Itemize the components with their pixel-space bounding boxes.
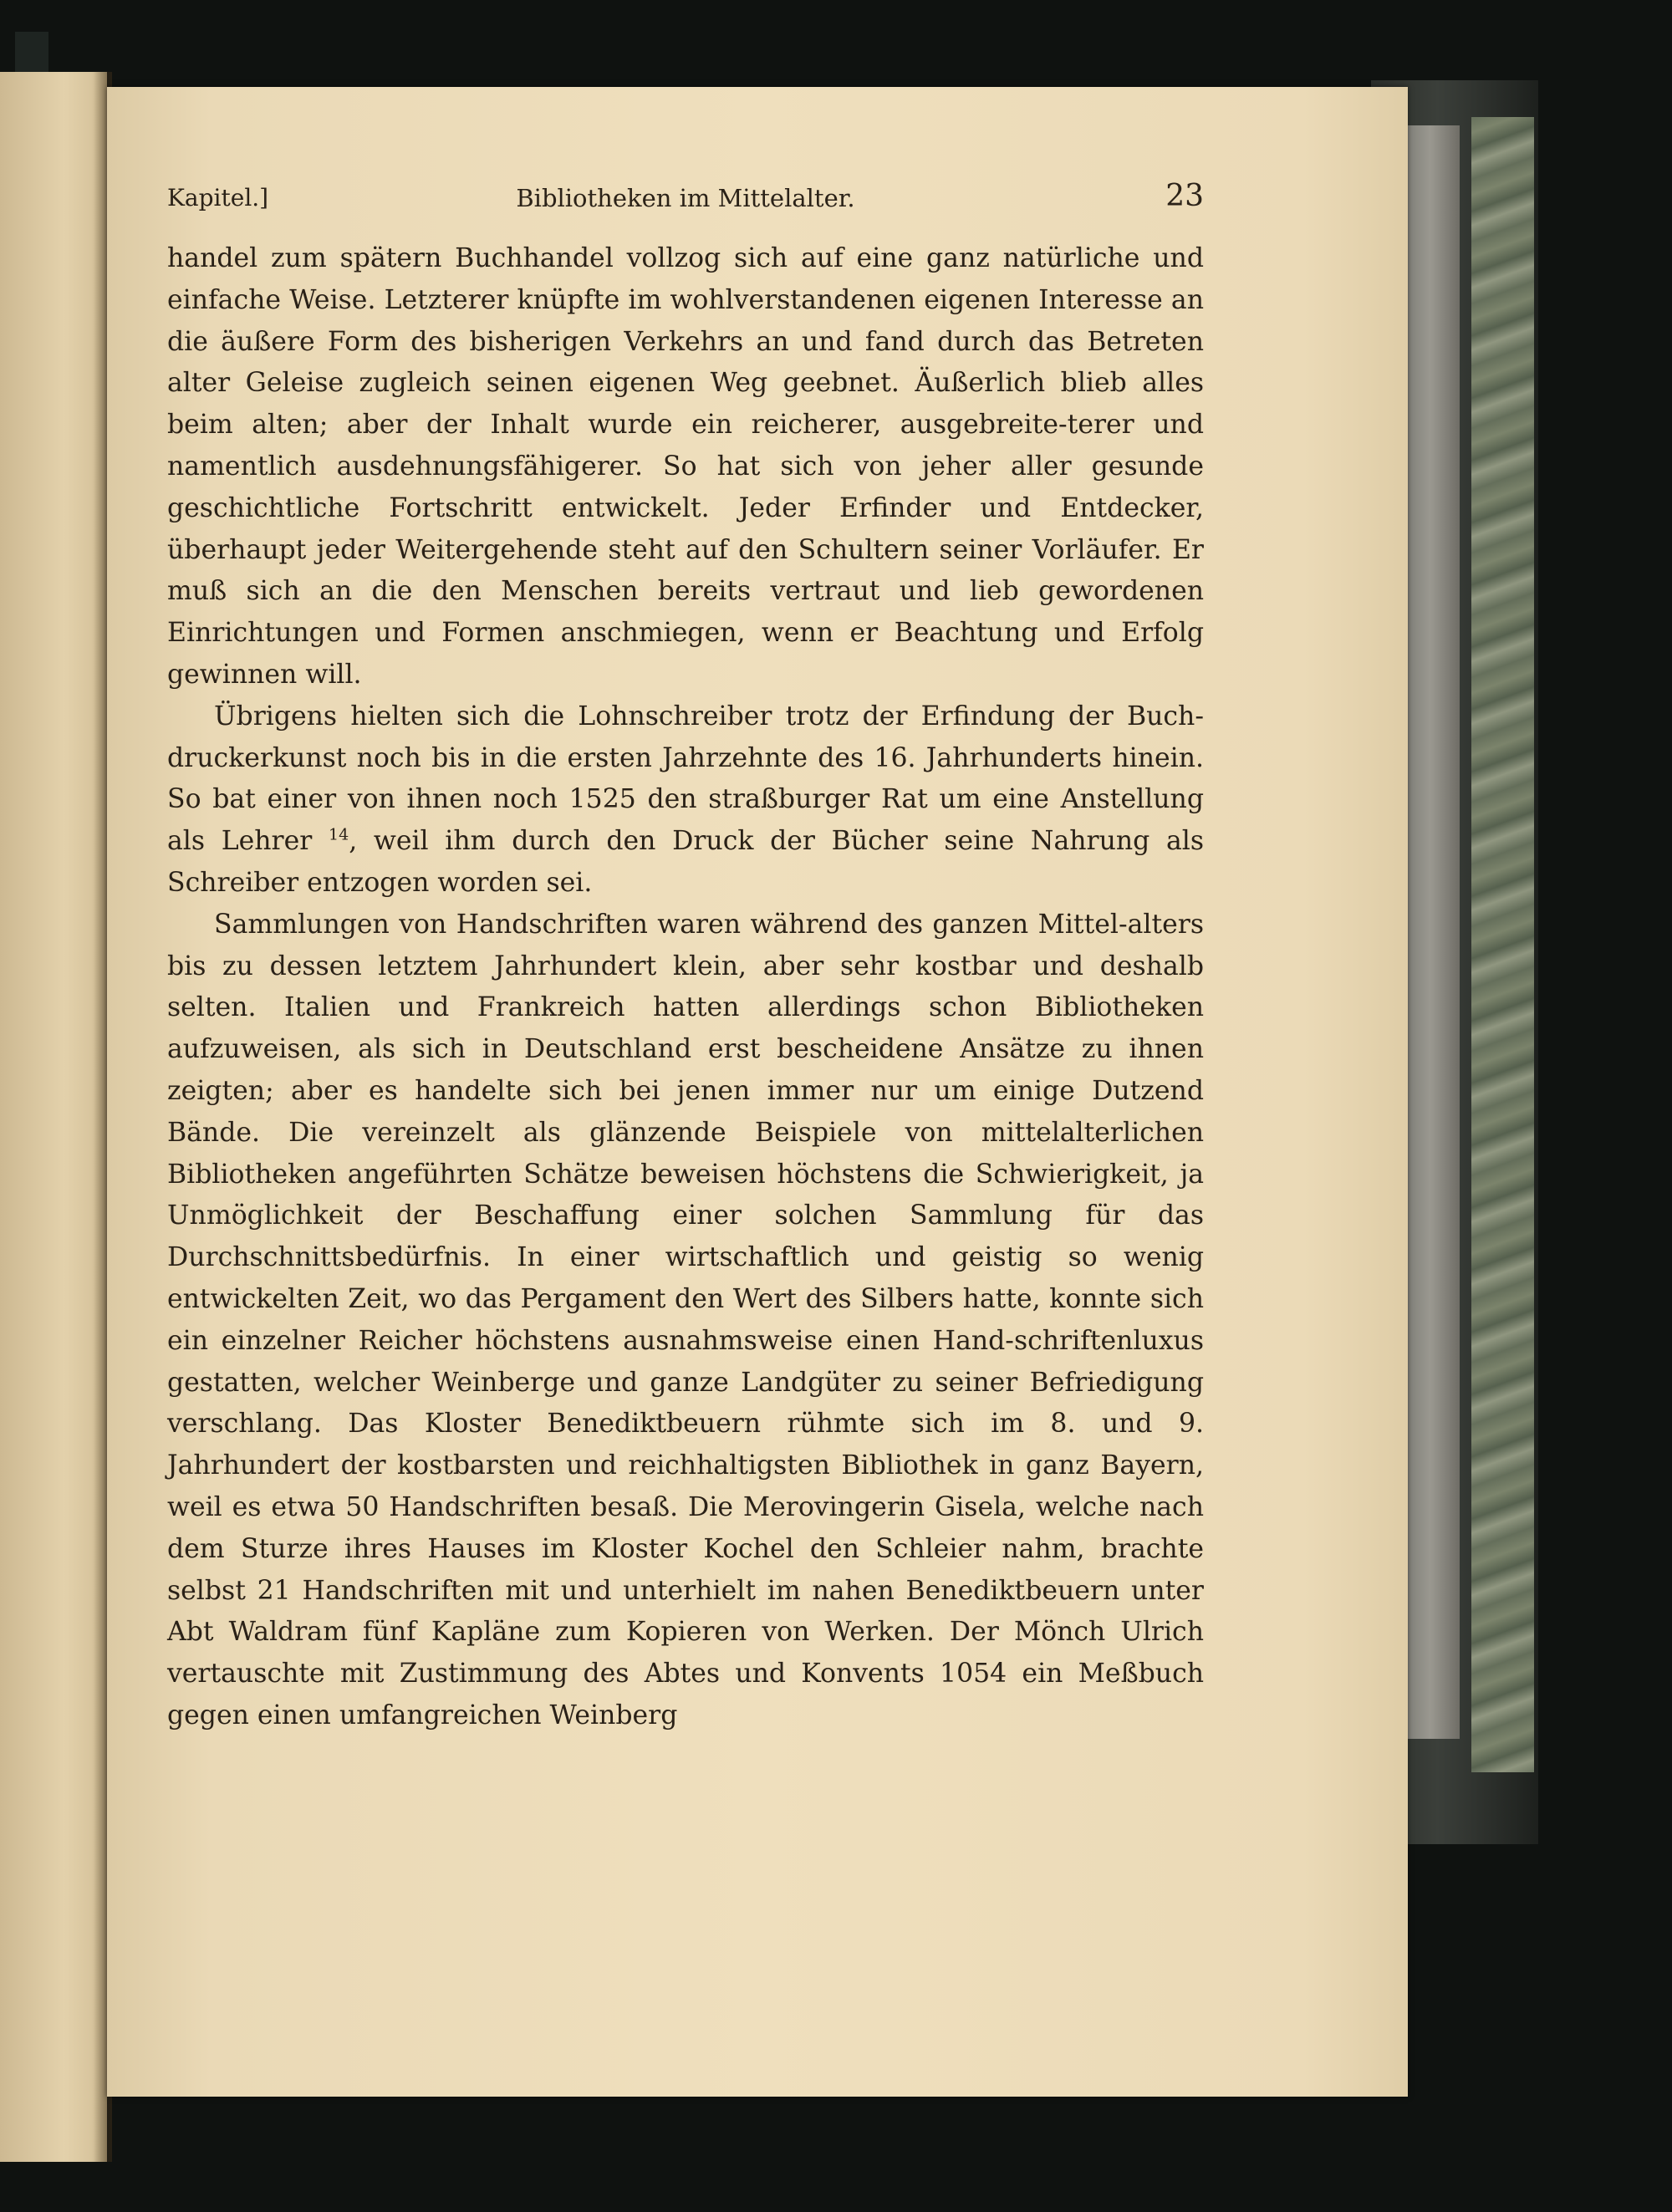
paragraph-2	[167, 696, 1204, 905]
paragraph-1-text: handel zum spätern Buchhandel vollzog sich auf eine ganz natürliche und einfache Weise. Letzterer knüpfte im wohlverstandenen eigenen Interesse an die äußere Form des bisherigen Verkehrs an und fand durch das Betreten alter Geleise zugleich seinen eigenen Weg geebnet. Äußerlich blieb alles beim alten; aber der Inhalt wurde ein reicherer, ausgebreite-terer und namentlich ausdehnungsfähigerer. So hat sich von jeher aller gesunde geschichtliche Fortschritt entwickelt. Jeder Erfinder und Entdecker, überhaupt jeder Weitergehende steht auf den Schultern seiner Vorläufer. Er muß sich an die den Menschen bereits vertraut und lieb gewordenen Einrichtungen und Formen anschmiegen, wenn er Beachtung und Erfolg gewinnen will.	[167, 243, 1204, 690]
page-stack-edge	[1401, 125, 1460, 1739]
paragraph-1	[167, 238, 1204, 696]
body-text	[167, 238, 1204, 1737]
paragraph-3	[167, 905, 1204, 1737]
running-title: Bibliotheken im Mittelalter.	[516, 184, 855, 212]
chapter-label: Kapitel.]	[167, 184, 269, 212]
paragraph-2-text-continued: , weil ihm durch den Druck der Bücher seine Nahrung als Schreiber entzogen worden sei.	[167, 826, 1205, 898]
page-number: 23	[1165, 179, 1204, 213]
paragraph-2-text: Übrigens hielten sich die Lohnschreiber trotz der Erfindung der Buch-druckerkunst noch bis in die ersten Jahrzehnte des 16. Jahrhunderts hinein. So bat einer von ihnen noch 1525 den straßburger Rat um eine Anstellung als Lehrer	[167, 701, 1204, 857]
marbled-endpaper	[1471, 117, 1534, 1772]
paragraph-3-text: Sammlungen von Handschriften waren während des ganzen Mittel-alters bis zu dessen letztem Jahrhundert klein, aber sehr kostbar und deshalb selten. Italien und Frankreich hatten allerdings schon Bibliotheken aufzuweisen, als sich in Deutschland erst bescheidene Ansätze zu ihnen zeigten; aber es handelte sich bei jenen immer nur um einige Dutzend Bände. Die vereinzelt als glänzende Beispiele von mittelalterlichen Bibliotheken angeführten Schätze beweisen höchstens die Schwierigkeit, ja Unmöglichkeit der Beschaffung einer solchen Sammlung für das Durchschnittsbedürfnis. In einer wirtschaftlich und geistig so wenig entwickelten Zeit, wo das Pergament den Wert des Silbers hatte, konnte sich ein einzelner Reicher höchstens ausnahmsweise einen Hand-schriftenluxus gestatten, welcher Weinberge und ganze Landgüter zu seiner Befriedigung verschlang. Das Kloster Benediktbeuern rühmte sich im 8. und 9. Jahrhundert der kostbarsten und reichhaltigsten Bibliothek in ganz Bayern, weil es etwa 50 Handschriften besaß. Die Merovingerin Gisela, welche nach dem Sturze ihres Hauses im Kloster Kochel den Schleier nahm, brachte selbst 21 Handschriften mit und unterhielt im nahen Benediktbeuern unter Abt Waldram fünf Kapläne zum Kopieren von Werken. Der Mönch Ulrich vertauschte mit Zustimmung des Abtes und Konvents 1054 ein Meßbuch gegen einen umfangreichen Weinberg	[167, 909, 1204, 1730]
running-head	[167, 179, 1204, 221]
left-corner-mark	[15, 32, 48, 74]
footnote-reference: 14	[329, 825, 349, 844]
left-facing-page	[0, 72, 107, 2162]
